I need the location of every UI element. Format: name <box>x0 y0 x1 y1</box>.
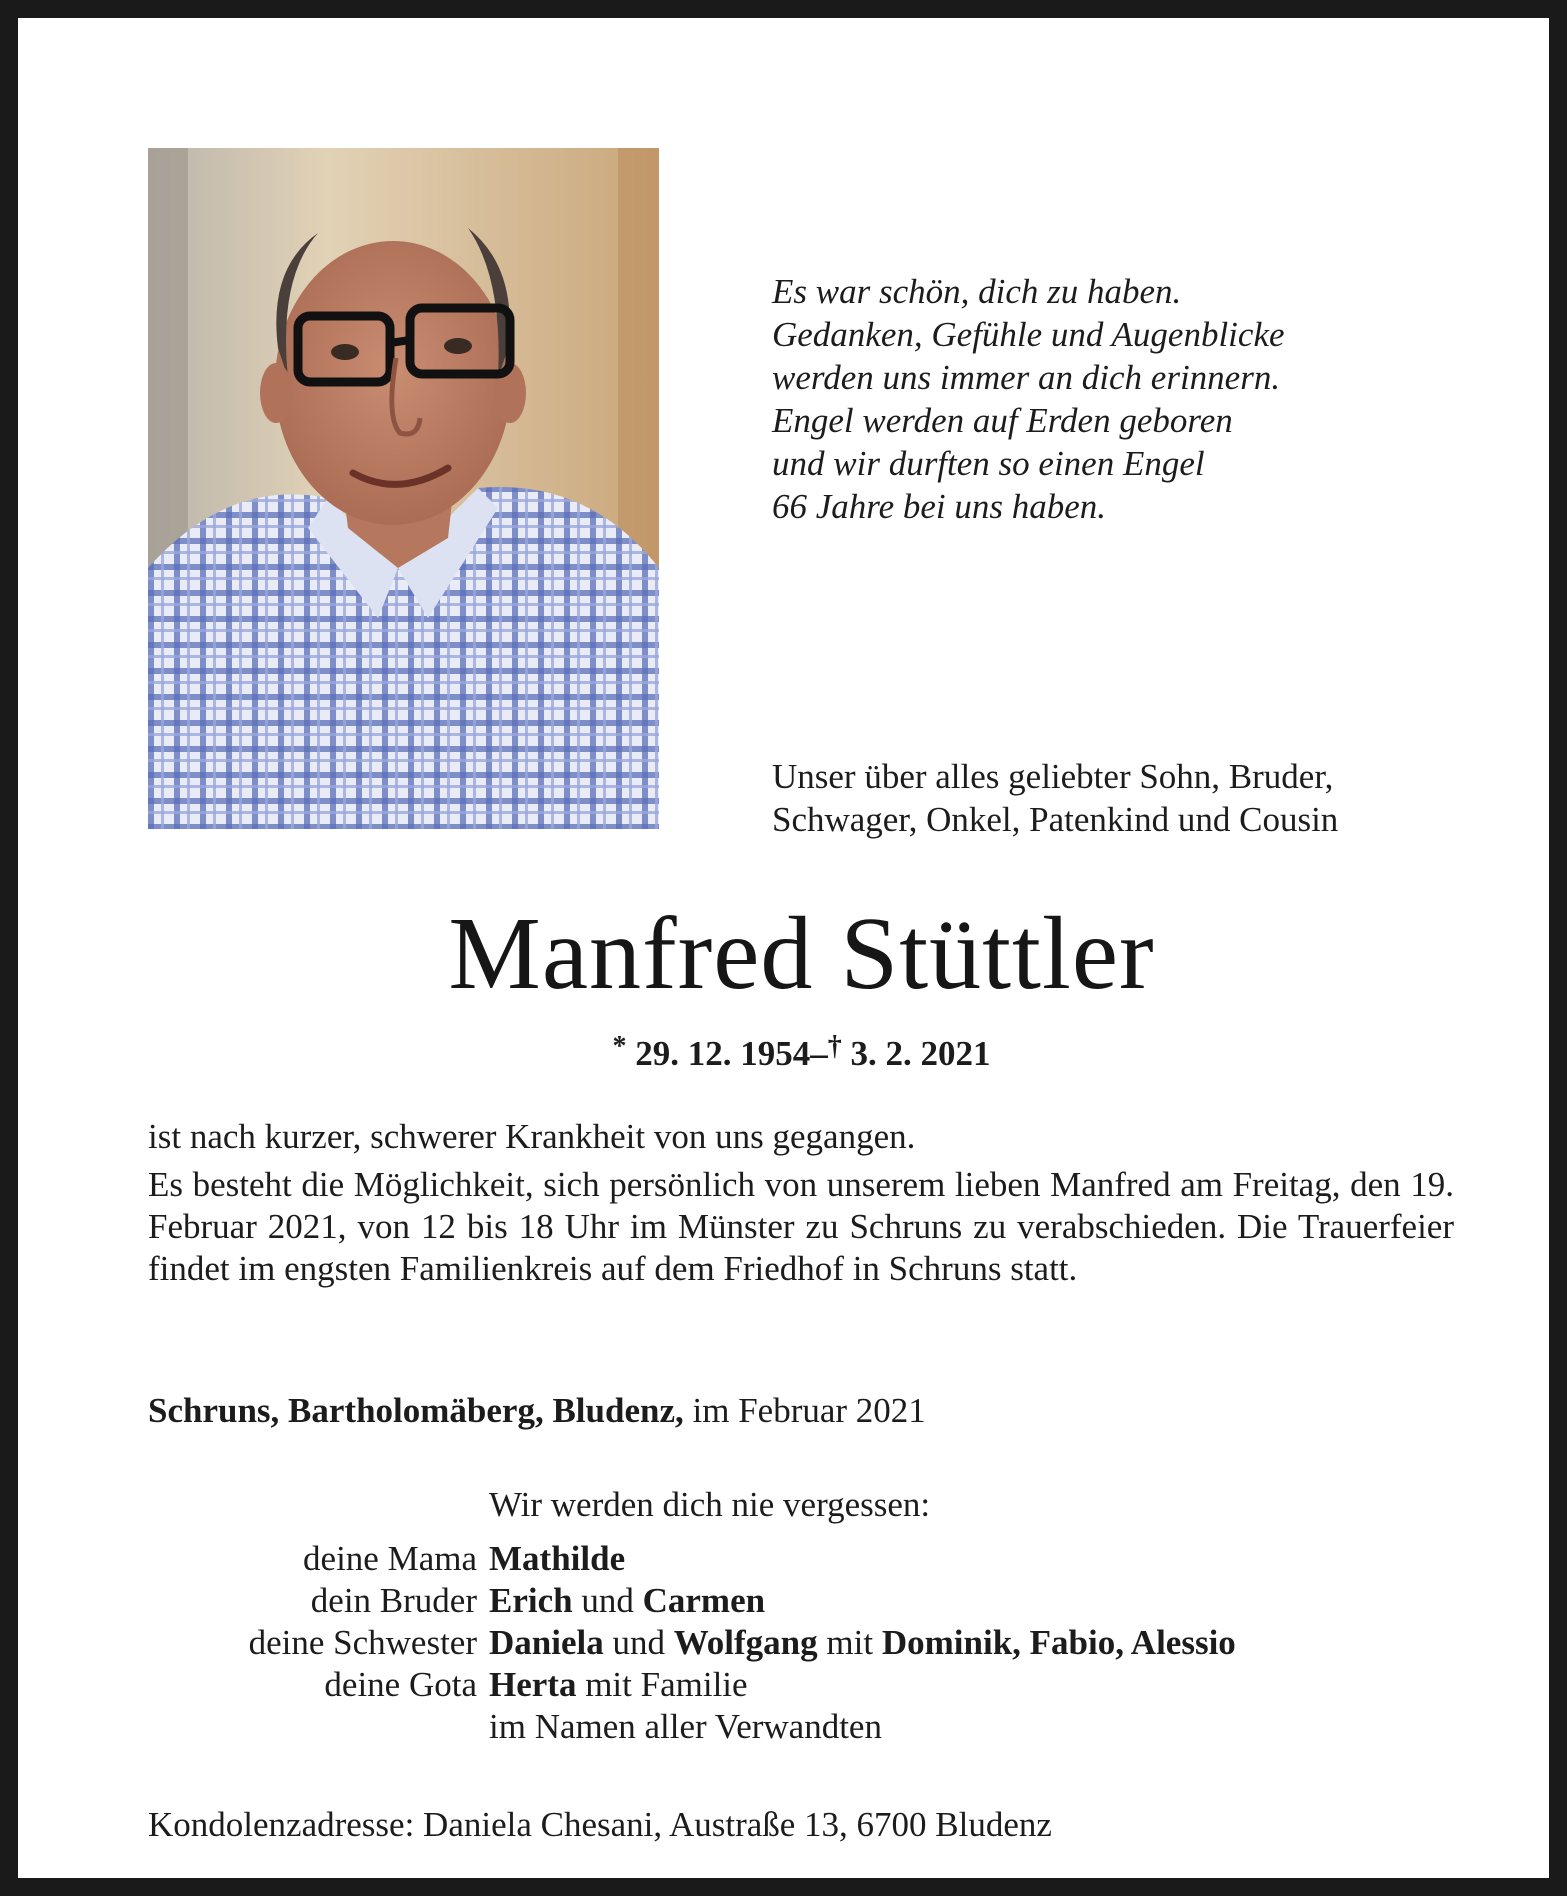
place-date-line <box>148 1390 926 1432</box>
mourner-name: Erich <box>489 1581 573 1620</box>
mourner-note: im Namen aller Verwandten <box>489 1707 882 1746</box>
mourner-row <box>148 1664 1236 1706</box>
mourner-role: deine Schwester <box>248 1623 477 1662</box>
death-date: 3. 2. 2021 <box>850 1034 991 1073</box>
mourner-role: deine Mama <box>303 1539 477 1578</box>
poem-line: Es war schön, dich zu haben. <box>772 272 1182 311</box>
mourners-list <box>148 1538 1236 1748</box>
poem-line: Engel werden auf Erden geboren <box>772 401 1233 440</box>
place-date: im Februar 2021 <box>692 1391 926 1430</box>
announcement <box>148 1116 1454 1290</box>
mourner-role: deine Gota <box>324 1665 477 1704</box>
poem-line: Gedanken, Gefühle und Augenblicke <box>772 315 1285 354</box>
relation-text <box>772 755 1338 841</box>
mourner-rest: mit Familie <box>585 1665 748 1704</box>
date-dash: – <box>810 1034 828 1073</box>
announcement-paragraph: Es besteht die Möglichkeit, sich persönlich von unserem lieben Manfred am Freitag, den 19. Februar 2021, von 12 bis 18 Uhr im Münster zu Schruns zu verabschieden. Die Trauerfeier findet im engsten Familienkreis auf dem Friedhof in Schruns statt. <box>148 1165 1454 1288</box>
mourner-role: dein Bruder <box>310 1581 477 1620</box>
birth-mark: * <box>612 1031 627 1062</box>
poem-line: 66 Jahre bei uns haben. <box>772 487 1107 526</box>
mourner-name: Carmen <box>642 1581 766 1620</box>
places: Schruns, Bartholomäberg, Bludenz, <box>148 1391 684 1430</box>
mourner-name: Wolfgang <box>673 1623 818 1662</box>
mourner-conj: und <box>612 1623 665 1662</box>
poem-line: und wir durften so einen Engel <box>772 444 1205 483</box>
mourner-with: mit <box>826 1623 874 1662</box>
death-mark: † <box>827 1031 842 1062</box>
mourner-conj: und <box>581 1581 634 1620</box>
mourner-row <box>148 1538 1236 1580</box>
relation-line: Unser über alles geliebter Sohn, Bruder, <box>772 757 1334 796</box>
mourner-row <box>148 1622 1236 1664</box>
mourner-row <box>148 1706 1236 1748</box>
poem-line: werden uns immer an dich erinnern. <box>772 358 1281 397</box>
portrait-photo <box>148 148 659 829</box>
relation-line: Schwager, Onkel, Patenkind und Cousin <box>772 800 1339 839</box>
life-dates <box>18 1025 1567 1076</box>
mourner-kids: Dominik, Fabio, Alessio <box>881 1623 1236 1662</box>
mourner-row <box>148 1580 1236 1622</box>
mourner-name: Daniela <box>489 1623 604 1662</box>
mourner-role <box>148 1706 489 1748</box>
deceased-name: Manfred Stüttler <box>448 896 1155 1011</box>
mourner-name: Herta <box>489 1665 577 1704</box>
birth-date: 29. 12. 1954 <box>635 1034 811 1073</box>
condolence-address: Kondolenzadresse: Daniela Chesani, Austraße 13, 6700 Bludenz <box>148 1805 1052 1844</box>
memorial-poem <box>772 270 1285 528</box>
mourners-intro: Wir werden dich nie vergessen: <box>489 1485 931 1524</box>
announcement-line: ist nach kurzer, schwerer Krankheit von uns gegangen. <box>148 1117 916 1156</box>
mourner-name: Mathilde <box>489 1539 626 1578</box>
